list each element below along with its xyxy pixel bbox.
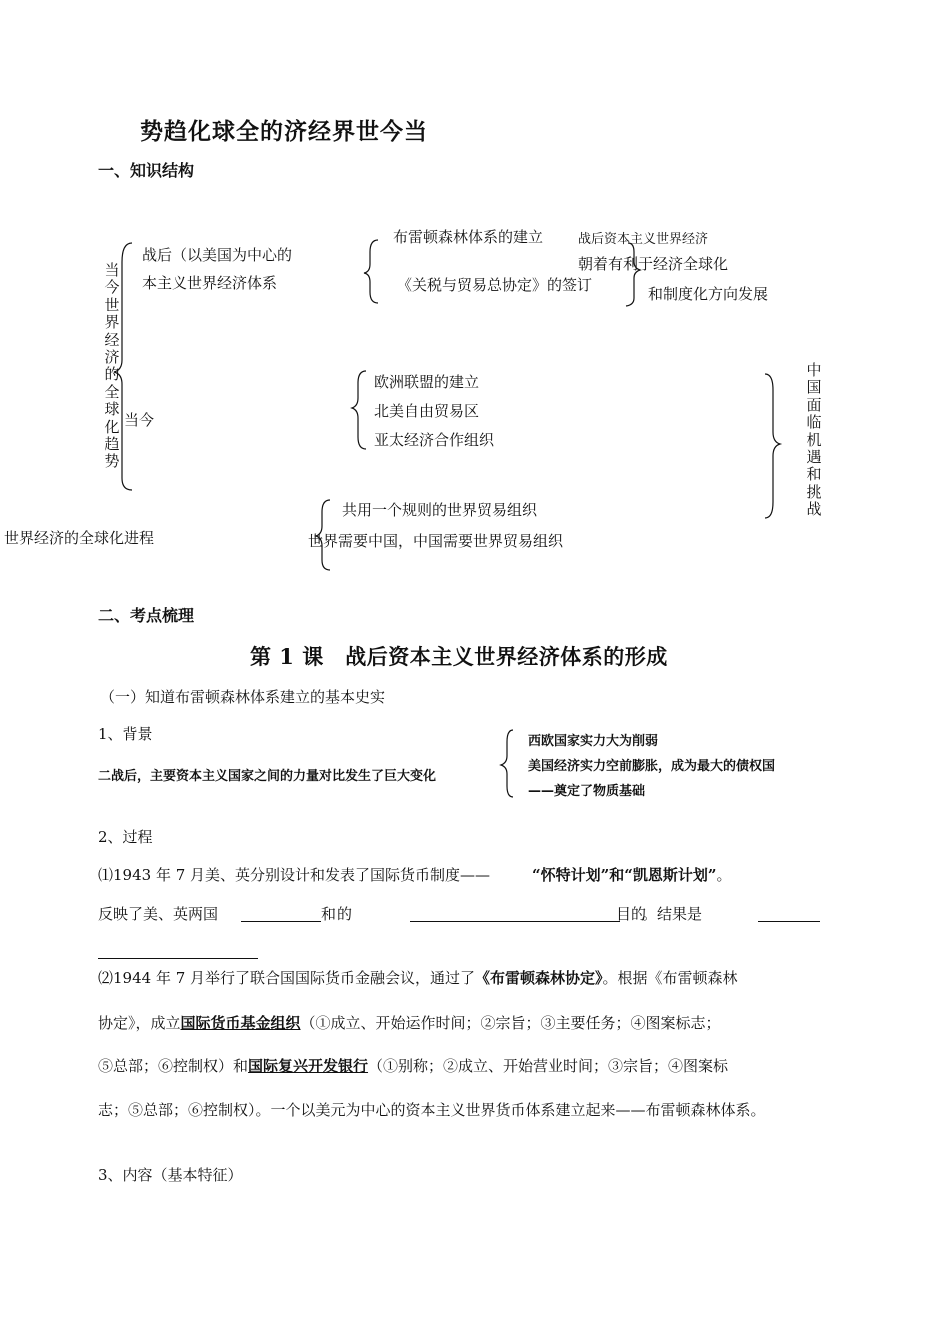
section-heading-knowledge-structure: 一、知识结构 [98,161,195,180]
diagram-block1-left-line2: 本主义世界经济体系 [142,274,278,292]
blank-4[interactable] [98,958,258,959]
background-left-text: 二战后，主要资本主义国家之间的力量对比发生了巨大变化 [98,769,437,784]
p2-line3-a: ⑤总部；⑥控制权）和 [98,1057,249,1075]
p1-line2-a: 反映了美、英两国 [98,905,219,923]
p1-line2-b: 和 [321,905,337,923]
blank-2[interactable] [410,921,620,922]
diagram-block1-right-line3: 和制度化方向发展 [648,285,769,303]
lesson-title: 第 1 课 战后资本主义世界经济体系的形成 [250,644,668,669]
background-right-line1: 西欧国家实力大为削弱 [528,734,659,749]
process-paragraph-2-line2 [98,1012,721,1033]
diagram-block1-left-line1: 战后（以美国为中心的 [142,246,293,264]
p1-text-a: ⑴1943 年 7 月美、英分别设计和发表了国际货币制度—— [98,866,491,884]
p2-text-c: 。根据《布雷顿森林 [602,969,738,987]
item-heading-content: 3、内容（基本特征） [98,1166,243,1184]
process-paragraph-2-line3 [98,1055,728,1076]
item-heading-background: 1、背景 [98,725,153,743]
imf-link: 国际货币基金组织 [180,1014,301,1032]
p1-plans: “怀特计划”和“凯恩斯计划” [532,866,717,884]
diagram-block3-mid-line2: 世界需要中国，中国需要世界贸易组织 [308,532,564,550]
page-title: 势趋化球全的济经界世今当 [140,119,428,145]
blank-3[interactable] [758,921,820,922]
diagram-block3-mid-line1: 共用一个规则的世界贸易组织 [342,501,538,519]
background-right-line2: 美国经济实力空前膨胀，成为最大的债权国 [528,759,776,774]
diagram-block2-left: 当今 [124,411,155,429]
diagram-block1-right-line2: 朝着有利于经济全球化 [578,255,729,273]
process-paragraph-1-line2 [98,903,218,924]
diagram-block2-mid-line1: 欧洲联盟的建立 [374,373,480,391]
section-heading-key-points: 二、考点梳理 [98,606,195,625]
p2-line3-c: （①别称；②成立、开始营业时间；③宗旨；④图案标 [368,1057,729,1075]
brace-block2-mid [352,371,366,449]
brace-background-right [501,730,513,797]
background-right-line3: ——奠定了物质基础 [528,784,646,799]
diagram-block1-mid-line1: 布雷顿森林体系的建立 [393,228,544,246]
p1-text-c: 。 [716,866,732,884]
item-heading-process: 2、过程 [98,828,153,846]
p2-agreement: 《布雷顿森林协定》 [475,969,603,987]
diagram-block2-mid-line2: 北美自由贸易区 [374,402,480,420]
p1-line2-d: 目的 [616,905,647,923]
process-paragraph-2-line4: 志；⑤总部；⑥控制权）。一个以美元为中心的资本主义世界货币体系建立起来——布雷顿森林体系。 [98,1101,766,1119]
diagram-vertical-right: 中国面临机遇和挑战 [806,361,822,519]
p1-line2-c: 的 [337,905,353,923]
blank-1[interactable] [241,921,321,922]
brace-right [765,374,780,518]
process-paragraph-2 [98,967,738,988]
ibrd-link: 国际复兴开发银行 [248,1057,369,1075]
process-paragraph-1 [98,864,732,885]
p2-line2-a: 协定》，成立 [98,1014,181,1032]
diagram-vertical-main: 当今世界经济的全球化趋势 [104,261,120,471]
diagram-block3-left: 世界经济的全球化进程 [4,529,155,547]
p2-text-a: ⑵1944 年 7 月举行了联合国国际货币金融会议，通过了 [98,969,476,987]
diagram-block1-mid-line2: 《关税与贸易总协定》的签订 [397,276,593,294]
diagram-block2-mid-line3: 亚太经济合作组织 [374,431,495,449]
topic-heading-1: （一）知道布雷顿森林体系建立的基本史实 [100,688,386,706]
p1-line2-e: 。结果是 [642,905,703,923]
diagram-block1-right-line1: 战后资本主义世界经济 [578,232,709,247]
p2-line2-c: （①成立、开始运作时间；②宗旨；③主要任务；④图案标志； [300,1014,721,1032]
brace-block1-mid [364,240,378,303]
